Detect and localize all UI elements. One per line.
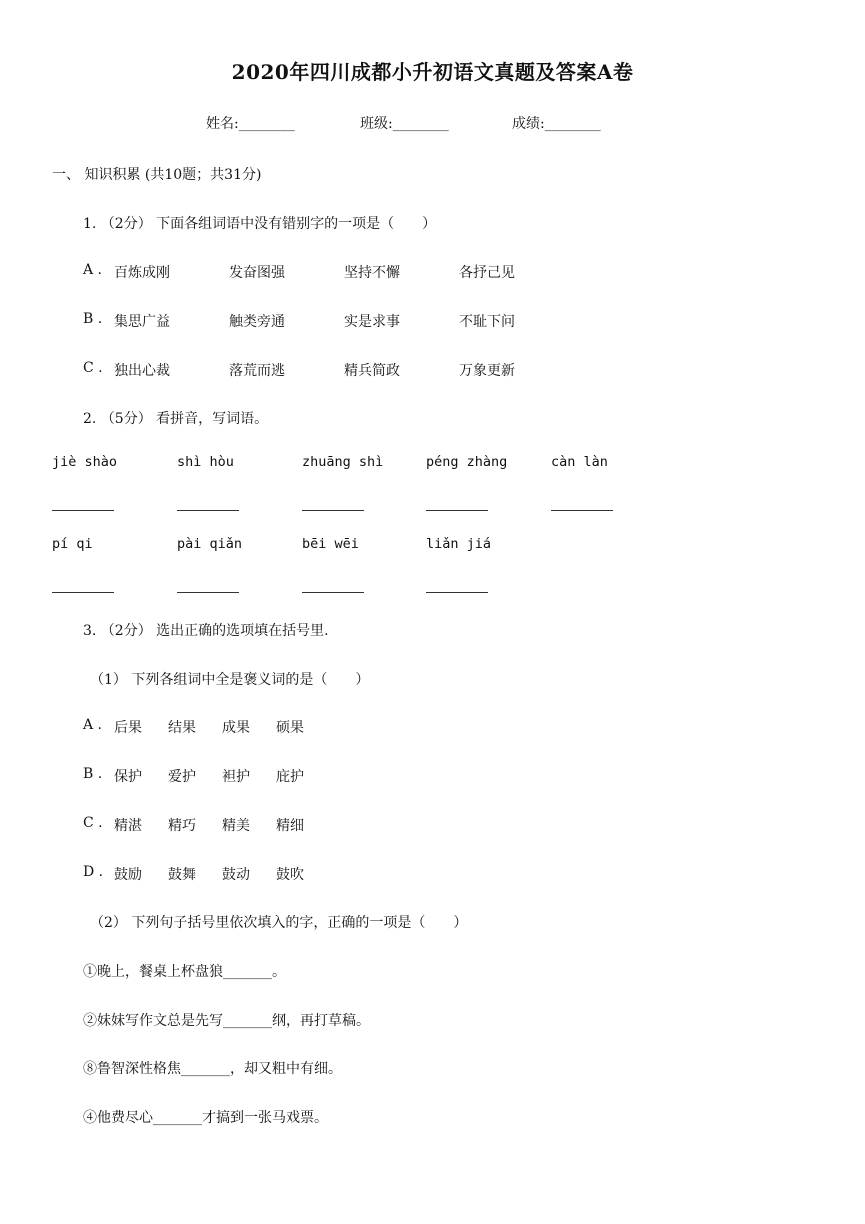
sentence-1: ①晚上，餐桌上杯盘狼_______。	[83, 964, 286, 980]
answer-blank[interactable]	[177, 510, 239, 511]
option-word: 集思广益	[114, 314, 170, 330]
q3-option-a	[0, 717, 865, 737]
pinyin: bēi wēi	[302, 536, 359, 552]
option-word: 精巧	[168, 818, 196, 834]
question-3-stem: 3. （2分） 选出正确的选项填在括号里.	[83, 623, 329, 639]
page-title: 2020年四川成都小升初语文真题及答案A卷	[231, 60, 634, 84]
q3-option-c	[0, 815, 865, 835]
option-word: 鼓励	[114, 867, 142, 883]
answer-blank[interactable]	[177, 592, 239, 593]
option-word: 精细	[276, 818, 304, 834]
pinyin: liǎn jiá	[426, 536, 492, 552]
answer-blank[interactable]	[52, 510, 114, 511]
option-word: 坚持不懈	[344, 265, 400, 281]
option-word: 不耻下问	[459, 314, 515, 330]
pinyin: zhuāng shì	[302, 454, 384, 470]
q3-sub-2: （2） 下列句子括号里依次填入的字，正确的一项是（ ）	[90, 915, 468, 931]
option-word: 袒护	[222, 769, 250, 785]
option-word: 落荒而逃	[229, 363, 285, 379]
pinyin: càn làn	[551, 454, 608, 470]
q1-option-b	[0, 311, 865, 331]
option-label: D .	[83, 864, 104, 880]
answer-blank[interactable]	[551, 510, 613, 511]
pinyin: péng zhàng	[426, 454, 508, 470]
option-word: 百炼成刚	[114, 265, 170, 281]
option-word: 庇护	[276, 769, 304, 785]
option-word: 成果	[222, 720, 250, 736]
sentence-4: ④他费尽心_______才搞到一张马戏票。	[83, 1110, 328, 1126]
option-word: 发奋图强	[229, 265, 285, 281]
option-word: 精美	[222, 818, 250, 834]
option-label: A .	[83, 717, 103, 733]
option-word: 后果	[114, 720, 142, 736]
option-word: 鼓吹	[276, 867, 304, 883]
option-word: 各抒己见	[459, 265, 515, 281]
option-label: B .	[83, 766, 103, 782]
option-word: 结果	[168, 720, 196, 736]
option-word: 鼓动	[222, 867, 250, 883]
sentence-2: ②妹妹写作文总是先写_______纲，再打草稿。	[83, 1013, 370, 1029]
q3-sub-1: （1） 下列各组词中全是褒义词的是（ ）	[90, 672, 370, 688]
option-word: 独出心裁	[114, 363, 170, 379]
q1-option-c	[0, 360, 865, 380]
answer-blank[interactable]	[302, 592, 364, 593]
option-label: A .	[83, 262, 103, 278]
pinyin: shì hòu	[177, 454, 234, 470]
option-word: 爱护	[168, 769, 196, 785]
pinyin: pí qi	[52, 536, 93, 552]
option-word: 精湛	[114, 818, 142, 834]
option-word: 保护	[114, 769, 142, 785]
sentence-3: ⑧鲁智深性格焦_______，却又粗中有细。	[83, 1061, 342, 1077]
option-word: 硕果	[276, 720, 304, 736]
option-label: C .	[83, 815, 103, 831]
answer-blank[interactable]	[302, 510, 364, 511]
answer-blank[interactable]	[426, 592, 488, 593]
q1-option-a	[0, 262, 865, 282]
option-label: C .	[83, 360, 103, 376]
q3-option-d	[0, 864, 865, 884]
section-heading: 一、 知识积累 (共10题；共31分)	[52, 167, 262, 183]
pinyin: pài qiǎn	[177, 536, 243, 552]
option-word: 实是求事	[344, 314, 400, 330]
pinyin-row-1	[0, 454, 865, 474]
answer-blank[interactable]	[52, 592, 114, 593]
option-word: 鼓舞	[168, 867, 196, 883]
answer-blank[interactable]	[426, 510, 488, 511]
option-word: 精兵简政	[344, 363, 400, 379]
q3-option-b	[0, 766, 865, 786]
pinyin-row-2	[0, 536, 865, 556]
option-word: 万象更新	[459, 363, 515, 379]
option-label: B .	[83, 311, 103, 327]
name-field: 姓名:________	[206, 116, 295, 132]
pinyin: jiè shào	[52, 454, 118, 470]
question-2-stem: 2. （5分） 看拼音，写词语。	[83, 411, 269, 427]
class-field: 班级:________	[360, 116, 449, 132]
score-field: 成绩:________	[512, 116, 601, 132]
question-1-stem: 1. （2分） 下面各组词语中没有错别字的一项是（ ）	[83, 216, 437, 232]
option-word: 触类旁通	[229, 314, 285, 330]
